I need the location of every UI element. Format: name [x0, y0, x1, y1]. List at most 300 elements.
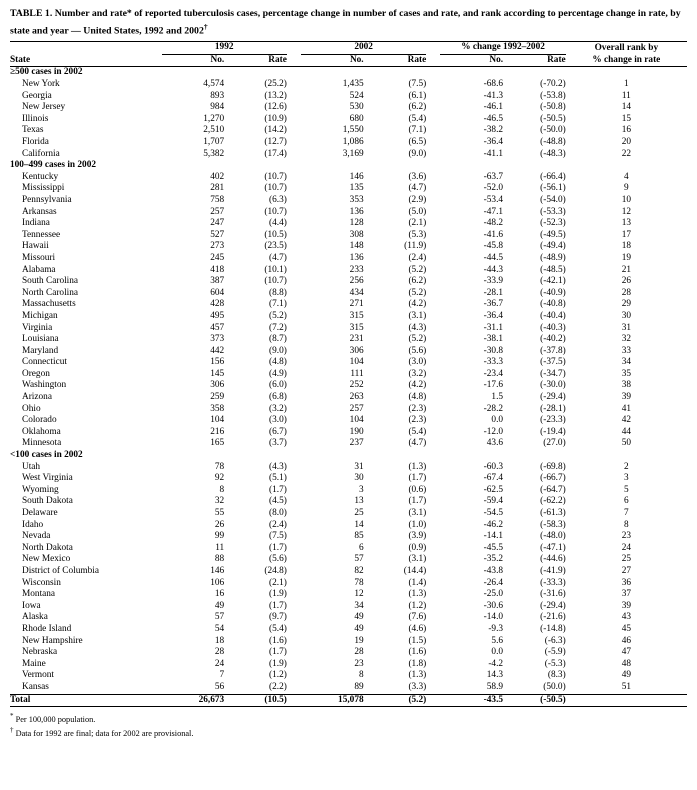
row-gap-2 [426, 601, 440, 613]
cases-2002: 49 [354, 623, 364, 634]
cases-2002: 23 [354, 658, 364, 669]
state-name: Hawaii [22, 241, 49, 252]
table-row [10, 531, 687, 543]
cases-1992: 78 [214, 461, 225, 472]
overall-rank: 42 [621, 415, 631, 426]
rate-1992: (9.0) [269, 345, 287, 356]
row-gap-1 [287, 346, 301, 358]
change-number: -41.1 [483, 148, 504, 159]
cases-2002: 263 [349, 392, 364, 403]
row-gap-1 [287, 496, 301, 508]
row-gap-2 [426, 299, 440, 311]
row-gap-1 [287, 79, 301, 91]
cases-2002: 28 [354, 647, 364, 658]
state-name: Kansas [22, 681, 49, 692]
section-pad-6 [426, 67, 440, 79]
overall-rank: 46 [621, 635, 631, 646]
change-number: -17.6 [483, 380, 504, 391]
row-gap-1 [287, 578, 301, 590]
row-gap-2 [426, 230, 440, 242]
change-number: -33.3 [483, 357, 504, 368]
row-gap-1 [287, 207, 301, 219]
overall-rank: 4 [624, 171, 629, 182]
table-row [10, 554, 687, 566]
overall-rank: 35 [621, 368, 631, 379]
cases-1992: 104 [210, 415, 225, 426]
cases-2002: 308 [349, 229, 364, 240]
row-gap-1 [287, 415, 301, 427]
change-rate: (-21.6) [540, 612, 566, 623]
cases-2002: 315 [349, 322, 364, 333]
overall-rank: 23 [621, 531, 631, 542]
change-number: -12.0 [483, 426, 504, 437]
group-header-2002: 2002 [301, 42, 426, 55]
rate-1992: (10.9) [264, 113, 287, 124]
cases-2002: 13 [354, 496, 364, 507]
cases-2002: 104 [349, 357, 364, 368]
row-gap-2 [426, 404, 440, 416]
table-row [10, 253, 687, 265]
col-no-2002: No. [349, 54, 364, 65]
rate-1992: (8.8) [269, 287, 287, 298]
state-name: Iowa [22, 600, 41, 611]
section-pad-5 [364, 450, 427, 462]
state-name: Connecticut [22, 357, 67, 368]
row-gap-2 [426, 369, 440, 381]
cases-1992: 281 [210, 183, 225, 194]
row-gap-1 [287, 91, 301, 103]
rate-2002: (5.6) [408, 345, 427, 356]
change-rate: (-50.5) [540, 113, 566, 124]
change-rate: (27.0) [543, 438, 566, 449]
change-rate: (50.0) [543, 681, 566, 692]
row-gap-1 [287, 566, 301, 578]
change-number: -35.2 [483, 554, 504, 565]
cases-2002: 315 [349, 310, 364, 321]
cases-1992: 245 [210, 252, 225, 263]
rate-2002: (7.6) [408, 612, 427, 623]
group-header-blank [10, 42, 162, 55]
row-gap-1 [287, 172, 301, 184]
change-rate: (-33.3) [540, 577, 566, 588]
row-gap-1 [287, 114, 301, 126]
row-gap-2 [426, 253, 440, 265]
table-row [10, 543, 687, 555]
change-number: -43.8 [483, 565, 504, 576]
cases-2002: 146 [349, 171, 364, 182]
table-row [10, 647, 687, 659]
state-name: Pennsylvania [22, 194, 72, 205]
change-rate: (-66.4) [540, 171, 566, 182]
rate-2002: (11.9) [404, 241, 427, 252]
footnote-1 [10, 711, 687, 725]
rate-2002: (5.0) [408, 206, 427, 217]
row-gap-1 [287, 137, 301, 149]
overall-rank: 11 [621, 90, 631, 101]
change-number: -67.4 [483, 473, 504, 484]
rate-2002: (4.2) [408, 299, 427, 310]
rate-1992: (9.7) [269, 612, 287, 623]
row-gap-2 [426, 578, 440, 590]
overall-rank: 43 [621, 612, 631, 623]
cases-2002: 89 [354, 681, 364, 692]
change-rate: (-37.5) [540, 357, 566, 368]
state-name: Virginia [22, 322, 53, 333]
row-gap-1 [287, 427, 301, 439]
cases-2002: 1,435 [342, 79, 364, 90]
rate-1992: (5.6) [269, 554, 287, 565]
cases-2002: 237 [349, 438, 364, 449]
change-rate: (-53.8) [540, 90, 566, 101]
rate-2002: (14.4) [403, 565, 427, 576]
change-number: 5.6 [491, 635, 504, 646]
cases-2002: 434 [349, 287, 364, 298]
table-row [10, 508, 687, 520]
table-row [10, 218, 687, 230]
tuberculosis-table [10, 41, 687, 708]
cases-1992: 24 [214, 658, 225, 669]
change-rate: (-66.7) [540, 473, 566, 484]
cases-2002: 8 [358, 670, 364, 681]
rate-2002: (3.2) [408, 368, 427, 379]
footnote-2-text: Data for 1992 are final; data for 2002 are provisional. [13, 729, 194, 739]
overall-rank: 10 [621, 194, 631, 205]
state-name: Rhode Island [22, 623, 72, 634]
cases-1992: 373 [210, 334, 225, 345]
cases-2002: 1,550 [342, 125, 364, 136]
cases-1992: 11 [215, 542, 225, 553]
state-name: New Jersey [22, 102, 66, 113]
change-number: -28.2 [483, 403, 504, 414]
cases-2002: 1,086 [342, 137, 364, 148]
change-number: -60.3 [483, 461, 504, 472]
rate-1992: (10.5) [264, 229, 287, 240]
total-gap-2 [426, 694, 440, 707]
cases-2002: 104 [349, 415, 364, 426]
table-row [10, 265, 687, 277]
row-gap-1 [287, 554, 301, 566]
cases-1992: 54 [214, 623, 225, 634]
rate-1992: (5.1) [269, 473, 287, 484]
row-gap-2 [426, 79, 440, 91]
rate-2002: (0.6) [408, 484, 427, 495]
row-gap-2 [426, 207, 440, 219]
state-name: Tennessee [22, 229, 61, 240]
change-rate: (-42.1) [540, 276, 566, 287]
page-title [10, 8, 687, 37]
change-number: 0.0 [491, 415, 504, 426]
row-gap-2 [426, 415, 440, 427]
overall-rank: 12 [621, 206, 631, 217]
change-rate: (-41.9) [540, 565, 566, 576]
table-row [10, 566, 687, 578]
state-name: Texas [22, 125, 44, 136]
change-number: -38.1 [483, 334, 504, 345]
state-name: Alaska [22, 612, 48, 623]
state-name: Maine [22, 658, 46, 669]
state-name: Minnesota [22, 438, 62, 449]
change-number: 43.6 [486, 438, 504, 449]
row-gap-2 [426, 427, 440, 439]
overall-rank: 27 [621, 565, 631, 576]
total-change-rate: (-50.5) [503, 694, 566, 707]
row-gap-1 [287, 392, 301, 404]
group-header-gap2 [426, 42, 440, 55]
rate-2002: (3.6) [408, 171, 427, 182]
row-gap-1 [287, 404, 301, 416]
rate-1992: (6.3) [269, 194, 287, 205]
row-gap-2 [426, 624, 440, 636]
change-number: -36.7 [483, 299, 504, 310]
rate-2002: (3.0) [408, 357, 427, 368]
change-number: -30.6 [483, 600, 504, 611]
row-gap-1 [287, 253, 301, 265]
state-name: North Dakota [22, 542, 73, 553]
rate-2002: (3.3) [408, 681, 427, 692]
row-gap-1 [287, 125, 301, 137]
state-name: South Carolina [22, 276, 79, 287]
rate-2002: (7.1) [408, 125, 427, 136]
change-rate: (-48.3) [540, 148, 566, 159]
rate-2002: (3.1) [408, 310, 427, 321]
rate-1992: (3.7) [269, 438, 287, 449]
overall-rank: 21 [621, 264, 631, 275]
rate-1992: (23.5) [264, 241, 287, 252]
section-pad-3 [287, 450, 301, 462]
rate-1992: (10.7) [264, 171, 287, 182]
change-rate: (-40.3) [540, 322, 566, 333]
rate-2002: (7.5) [408, 79, 427, 90]
overall-rank: 50 [621, 438, 631, 449]
total-rank [566, 694, 687, 707]
state-name: Idaho [22, 519, 44, 530]
table-row [10, 195, 687, 207]
section-pad-3 [287, 160, 301, 172]
overall-rank: 29 [621, 299, 631, 310]
overall-rank: 6 [624, 496, 629, 507]
table-row [10, 311, 687, 323]
cases-2002: 271 [349, 299, 364, 310]
table-row [10, 380, 687, 392]
section-pad-9 [566, 160, 687, 172]
rate-1992: (12.7) [264, 137, 287, 148]
cases-2002: 34 [354, 600, 364, 611]
row-gap-1 [287, 462, 301, 474]
overall-rank: 45 [621, 623, 631, 634]
cases-1992: 216 [210, 426, 225, 437]
row-gap-2 [426, 241, 440, 253]
title-dagger: † [203, 21, 208, 31]
change-rate: (-48.5) [540, 264, 566, 275]
change-number: -46.2 [483, 519, 504, 530]
cases-2002: 128 [349, 218, 364, 229]
row-gap-1 [287, 195, 301, 207]
rate-2002: (1.6) [408, 647, 427, 658]
change-rate: (-37.8) [540, 345, 566, 356]
table-row [10, 172, 687, 184]
section-pad-8 [503, 450, 566, 462]
change-number: -36.4 [483, 137, 504, 148]
change-rate: (-29.4) [540, 392, 566, 403]
rate-1992: (1.9) [269, 589, 287, 600]
section-pad-1 [162, 67, 225, 79]
overall-rank: 24 [621, 542, 631, 553]
change-rate: (-70.2) [540, 79, 566, 90]
section-pad-4 [301, 160, 364, 172]
section-header-row [10, 67, 687, 79]
cases-1992: 7 [219, 670, 225, 681]
state-name: Oklahoma [22, 426, 61, 437]
rate-2002: (9.0) [408, 148, 427, 159]
rate-2002: (3.1) [408, 508, 427, 519]
row-gap-1 [287, 520, 301, 532]
state-name: Michigan [22, 310, 58, 321]
change-rate: (-23.3) [540, 415, 566, 426]
row-gap-1 [287, 612, 301, 624]
change-number: -28.1 [483, 287, 504, 298]
table-row [10, 636, 687, 648]
rate-2002: (1.7) [408, 496, 427, 507]
table-row [10, 427, 687, 439]
rate-1992: (17.4) [264, 148, 287, 159]
overall-rank: 36 [621, 577, 631, 588]
row-gap-2 [426, 172, 440, 184]
cases-2002: 135 [349, 183, 364, 194]
cases-2002: 252 [349, 380, 364, 391]
cases-1992: 442 [210, 345, 225, 356]
rate-2002: (4.2) [408, 380, 427, 391]
row-gap-1 [287, 601, 301, 613]
change-rate: (-19.4) [540, 426, 566, 437]
change-number: -45.5 [483, 542, 504, 553]
section-label: 100–499 cases in 2002 [10, 160, 96, 171]
row-gap-2 [426, 323, 440, 335]
cases-2002: 680 [349, 113, 364, 124]
change-rate: (-5.3) [544, 658, 566, 669]
change-number: -54.5 [483, 508, 504, 519]
section-pad-8 [503, 160, 566, 172]
change-rate: (-48.8) [540, 137, 566, 148]
state-name: South Dakota [22, 496, 73, 507]
row-gap-2 [426, 659, 440, 671]
cases-1992: 5,382 [203, 148, 225, 159]
change-rate: (-40.8) [540, 299, 566, 310]
state-name: Mississippi [22, 183, 65, 194]
row-gap-1 [287, 311, 301, 323]
change-number: -33.9 [483, 276, 504, 287]
row-gap-1 [287, 531, 301, 543]
col-chg-rate: Rate [547, 54, 566, 65]
cases-1992: 57 [214, 612, 225, 623]
overall-rank: 1 [624, 79, 629, 90]
table-row [10, 334, 687, 346]
table-body [10, 67, 687, 708]
row-gap-2 [426, 496, 440, 508]
section-header-row [10, 160, 687, 172]
state-name: Oregon [22, 368, 50, 379]
row-gap-2 [426, 195, 440, 207]
rate-2002: (3.1) [408, 554, 427, 565]
change-number: -31.1 [483, 322, 504, 333]
state-name: Colorado [22, 415, 57, 426]
section-pad-9 [566, 67, 687, 79]
row-gap-1 [287, 276, 301, 288]
state-name: New Hampshire [22, 635, 83, 646]
state-name: Maryland [22, 345, 59, 356]
table-row [10, 230, 687, 242]
state-name: Montana [22, 589, 56, 600]
rate-1992: (5.2) [269, 310, 287, 321]
row-gap-1 [287, 682, 301, 694]
table-row [10, 288, 687, 300]
group-header-gap1 [287, 42, 301, 55]
rate-1992: (25.2) [264, 79, 287, 90]
change-rate: (-49.5) [540, 229, 566, 240]
row-gap-2 [426, 149, 440, 161]
overall-rank: 17 [621, 229, 631, 240]
row-gap-2 [426, 647, 440, 659]
overall-rank: 41 [621, 403, 631, 414]
row-gap-1 [287, 473, 301, 485]
section-pad-7 [440, 67, 503, 79]
overall-rank-line1: Overall rank by [594, 42, 659, 53]
rate-2002: (6.2) [408, 102, 427, 113]
row-gap-1 [287, 218, 301, 230]
table-row [10, 323, 687, 335]
table-row [10, 601, 687, 613]
table-row [10, 682, 687, 694]
table-row [10, 137, 687, 149]
row-gap-1 [287, 288, 301, 300]
state-name: New Mexico [22, 554, 71, 565]
rate-1992: (3.2) [269, 403, 287, 414]
row-gap-2 [426, 485, 440, 497]
rate-1992: (10.7) [264, 276, 287, 287]
section-pad-9 [566, 450, 687, 462]
rate-1992: (3.0) [269, 415, 287, 426]
table-row [10, 473, 687, 485]
change-number: -44.5 [483, 252, 504, 263]
overall-rank: 33 [621, 345, 631, 356]
row-gap-2 [426, 346, 440, 358]
change-number: -38.2 [483, 125, 504, 136]
change-number: -14.1 [483, 531, 504, 542]
row-gap-2 [426, 102, 440, 114]
overall-rank: 5 [624, 484, 629, 495]
change-rate: (-61.3) [540, 508, 566, 519]
footnote-1-text: Per 100,000 population. [13, 714, 96, 724]
col-gap1 [287, 54, 301, 67]
footnote-2 [10, 725, 687, 739]
cases-1992: 1,270 [203, 113, 225, 124]
cases-2002: 30 [354, 473, 364, 484]
cases-1992: 88 [214, 554, 225, 565]
rate-1992: (7.5) [269, 531, 287, 542]
rate-2002: (1.7) [408, 473, 427, 484]
rate-2002: (6.1) [408, 90, 427, 101]
rate-2002: (4.6) [408, 623, 427, 634]
cases-1992: 1,707 [203, 137, 225, 148]
rate-1992: (4.7) [269, 252, 287, 263]
overall-rank: 32 [621, 334, 631, 345]
cases-1992: 28 [214, 647, 225, 658]
table-row [10, 496, 687, 508]
total-cases-2002: 15,078 [301, 694, 364, 707]
state-name: Missouri [22, 252, 56, 263]
change-rate: (-69.8) [540, 461, 566, 472]
row-gap-1 [287, 636, 301, 648]
change-rate: (8.3) [547, 670, 566, 681]
